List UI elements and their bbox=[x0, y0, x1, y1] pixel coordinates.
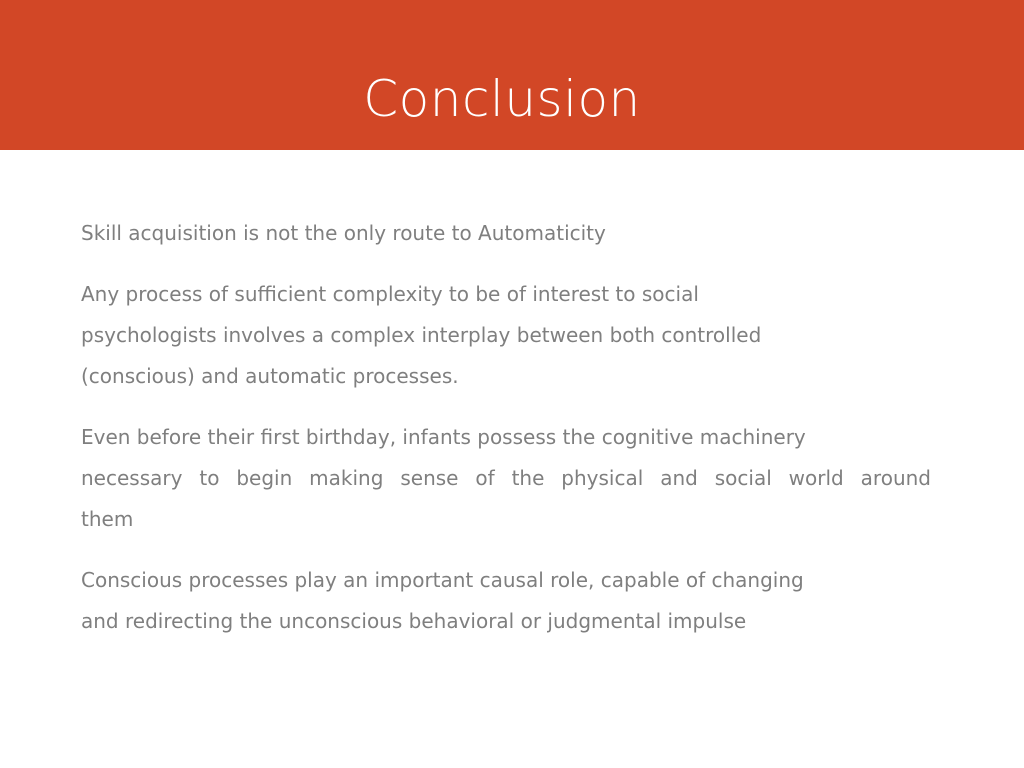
paragraph-1 bbox=[81, 213, 931, 254]
paragraph-1-line-1: Skill acquisition is not the only route to Automaticity bbox=[81, 221, 606, 245]
paragraph-3-line-3: them bbox=[81, 507, 134, 531]
slide-title: Conclusion bbox=[363, 70, 641, 128]
paragraph-4-line-2: and redirecting the unconscious behavioral or judgmental impulse bbox=[81, 609, 747, 633]
paragraph-2 bbox=[81, 274, 931, 397]
paragraph-2-line-3: (conscious) and automatic processes. bbox=[81, 364, 459, 388]
slide-body bbox=[81, 213, 931, 662]
paragraph-4 bbox=[81, 560, 931, 642]
paragraph-3 bbox=[81, 417, 931, 540]
paragraph-4-line-1: Conscious processes play an important causal role, capable of changing bbox=[81, 568, 804, 592]
paragraph-3-line-1: Even before their first birthday, infants possess the cognitive machinery bbox=[81, 425, 806, 449]
paragraph-2-line-1: Any process of sufficient complexity to be of interest to social bbox=[81, 282, 699, 306]
paragraph-2-line-2: psychologists involves a complex interplay between both controlled bbox=[81, 323, 762, 347]
paragraph-3-line-2: necessary to begin making sense of the physical and social world around bbox=[81, 466, 931, 490]
